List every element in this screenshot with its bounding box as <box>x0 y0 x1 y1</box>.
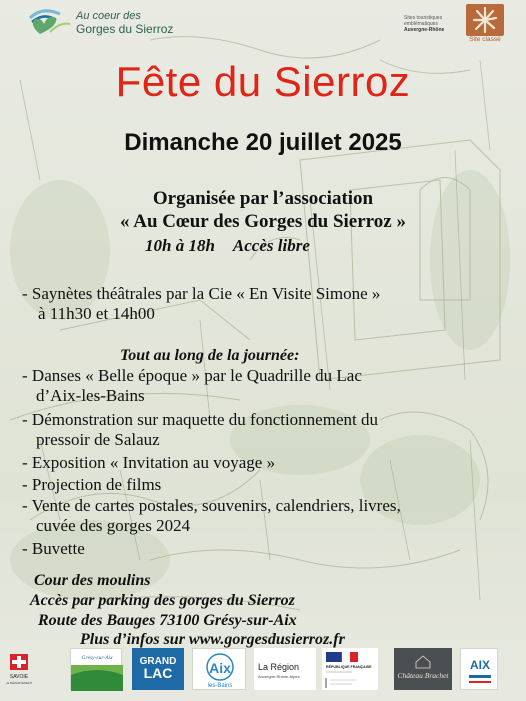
republique-logo <box>322 648 378 690</box>
savoie-cross-icon <box>6 648 32 690</box>
savoie-sub: LE DÉPARTEMENT <box>6 681 32 685</box>
site-classe-badge <box>466 4 504 44</box>
region-line2: Auvergne-Rhône-Alpes <box>258 674 300 679</box>
sites-line1: Sites touristiques <box>404 15 443 21</box>
program-item: pressoir de Salauz <box>36 430 160 449</box>
program-item: - Projection de films <box>22 475 162 494</box>
program-item: - Danses « Belle époque » par le Quadrille du Lac <box>22 366 362 385</box>
address: Route des Bauges 73100 Grésy-sur-Aix <box>38 612 297 629</box>
sites-line3: Auvergne-Rhône <box>404 27 445 33</box>
program-item: cuvée des gorges 2024 <box>36 516 191 535</box>
venue-place: Cour des moulins <box>34 572 151 589</box>
aix-sub: les-Bains <box>207 683 233 689</box>
marianne-icon <box>322 648 378 690</box>
program-item: - Buvette <box>22 539 85 558</box>
region-line1: La Région <box>258 662 300 672</box>
all-day-heading: Tout au long de la journée: <box>120 347 300 364</box>
gorges-logo-icon <box>26 8 72 36</box>
grand-lac-line1: GRAND <box>139 656 177 667</box>
access-text: Accès libre <box>232 236 310 255</box>
gorges-logo-text <box>76 10 173 36</box>
republique-label: RÉPUBLIQUE FRANÇAISE <box>326 665 372 669</box>
savoie-label: SAVOIE <box>9 674 29 680</box>
aix-les-bains-logo <box>192 648 246 690</box>
gresy-label: Grésy-sur-Aix <box>81 655 113 661</box>
sun-icon <box>466 4 504 36</box>
chateau-label: Château Brachet <box>397 671 449 680</box>
chateau-emblem-icon <box>394 648 452 690</box>
aix-small-label: AIX <box>469 658 491 672</box>
region-logo <box>254 648 316 690</box>
sites-touristiques-label <box>404 15 444 33</box>
program-item: - Démonstration sur maquette du fonctionnement du <box>22 410 378 429</box>
gresy-logo <box>70 648 122 690</box>
chateau-logo <box>394 648 452 690</box>
grand-lac-line2: LAC <box>143 665 173 681</box>
savoie-logo <box>6 648 32 690</box>
aix-small-logo <box>460 648 498 690</box>
grand-lac-logo <box>132 648 184 690</box>
more-info: Plus d’infos sur www.gorgesdusierroz.fr <box>80 631 345 648</box>
sites-line2: emblématiques <box>404 21 438 27</box>
site-classe-label: Site classé <box>469 36 501 43</box>
program-item: d’Aix-les-Bains <box>36 386 145 405</box>
theatre-line1: - Saynètes théâtrales par la Cie « En Visite Simone » <box>22 284 381 303</box>
event-date: Dimanche 20 juillet 2025 <box>124 129 402 156</box>
organiser-line2: « Au Cœur des Gorges du Sierroz » <box>120 211 406 232</box>
theatre-line2: à 11h30 et 14h00 <box>38 304 155 323</box>
parking-info: Accès par parking des gorges du Sierroz <box>30 592 295 609</box>
logo-line2: Gorges du Sierroz <box>76 22 174 36</box>
gresy-emblem-icon <box>71 649 123 691</box>
site-classe-emblem <box>466 4 504 36</box>
organiser-line1: Organisée par l’association <box>152 188 374 209</box>
logo-line1: Au coeur des <box>76 10 141 22</box>
event-hours <box>145 236 310 256</box>
event-title: Fête du Sierroz <box>115 58 411 105</box>
aix-label: Aix <box>209 660 231 676</box>
region-emblem-icon <box>254 648 316 690</box>
hours-text: 10h à 18h <box>145 236 215 255</box>
partner-logos <box>0 648 526 690</box>
aix-emblem-icon <box>193 649 247 691</box>
program-item: - Vente de cartes postales, souvenirs, calendriers, livres, <box>22 496 401 515</box>
aix-small-emblem-icon <box>461 649 499 691</box>
program-item: - Exposition « Invitation au voyage » <box>22 453 276 472</box>
grand-lac-emblem-icon <box>132 648 184 690</box>
